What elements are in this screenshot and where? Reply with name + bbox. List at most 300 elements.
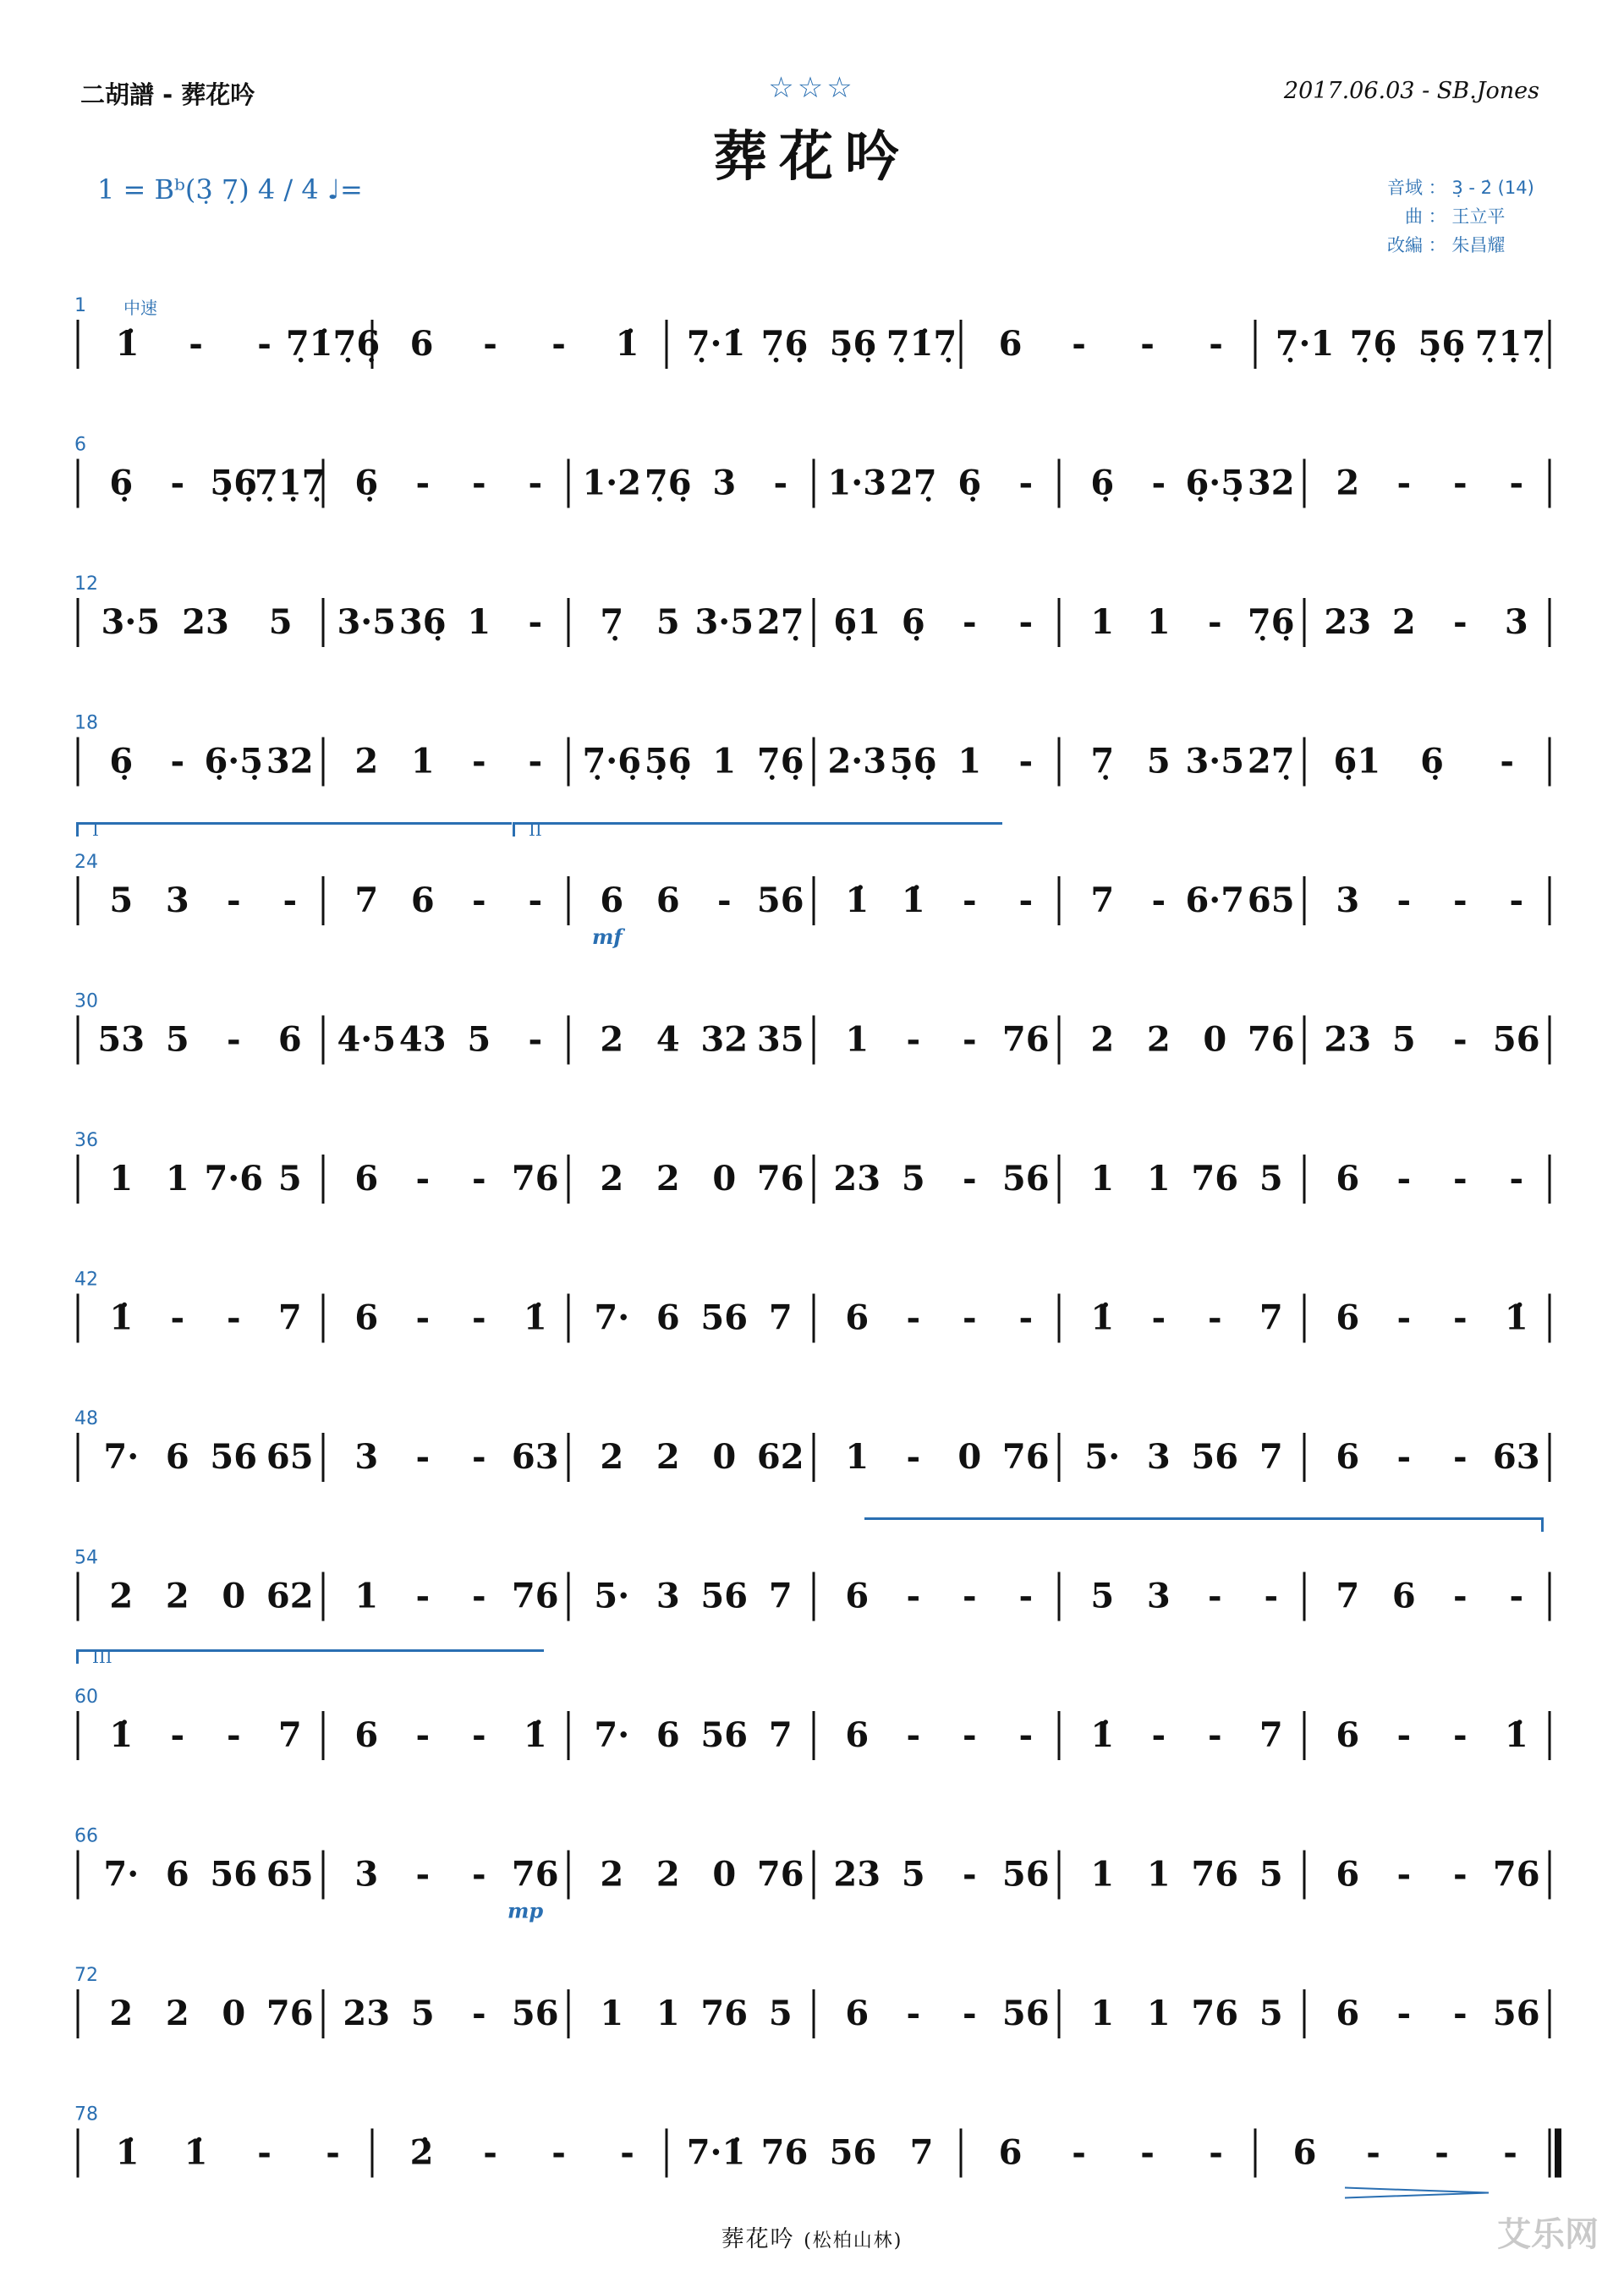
note: 6 bbox=[656, 880, 680, 920]
note: 5 bbox=[1391, 1019, 1416, 1060]
measure-number: 24 bbox=[74, 852, 98, 873]
note: - bbox=[962, 1854, 977, 1895]
note: 7· bbox=[594, 1297, 630, 1338]
note: 6̣ bbox=[957, 463, 982, 503]
note: - bbox=[1500, 741, 1514, 782]
note: 1 bbox=[600, 1994, 624, 2033]
note: 7· bbox=[594, 1715, 630, 1755]
note: 76 bbox=[1001, 1437, 1050, 1477]
note: - bbox=[1072, 324, 1086, 364]
note: 6 bbox=[845, 1994, 870, 2033]
meta-value: 朱昌耀 bbox=[1451, 235, 1506, 255]
note: 6 bbox=[409, 324, 434, 364]
note: 7̣1̣7̣ bbox=[1474, 324, 1546, 364]
note: 6 bbox=[1336, 1437, 1360, 1477]
note: 2 bbox=[1146, 1019, 1171, 1060]
note: - bbox=[1151, 1715, 1166, 1755]
note: 6 bbox=[600, 880, 624, 920]
note: 1 bbox=[1090, 1854, 1115, 1895]
note: 7 bbox=[1090, 880, 1115, 920]
note: - bbox=[471, 1159, 486, 1199]
note: 2 bbox=[600, 1159, 624, 1199]
note: 6 bbox=[998, 2132, 1023, 2173]
note: 5 bbox=[277, 1159, 302, 1199]
note: 7̣6̣ bbox=[1247, 602, 1295, 642]
note: 7 bbox=[1336, 1576, 1360, 1616]
note: 5 bbox=[410, 1994, 435, 2033]
note: 32 bbox=[266, 741, 314, 782]
note: 5̣6̣ bbox=[889, 741, 937, 782]
note: 56 bbox=[829, 2132, 877, 2173]
note: 7 bbox=[1259, 1437, 1283, 1477]
note: - bbox=[471, 1994, 486, 2033]
note: 76 bbox=[1191, 1159, 1239, 1199]
note: 1·2 bbox=[582, 463, 642, 503]
note: 2 bbox=[165, 1576, 189, 1616]
note: 62 bbox=[756, 1437, 804, 1477]
note: - bbox=[170, 1297, 185, 1338]
note: 56 bbox=[210, 1437, 258, 1477]
note: - bbox=[415, 1854, 431, 1895]
note: 2 bbox=[1090, 1019, 1115, 1060]
note: 3 bbox=[1504, 602, 1528, 642]
note: 6 bbox=[165, 1437, 189, 1477]
note: 7̣1̣7̣ bbox=[255, 463, 326, 503]
meta-composer: 曲 ： 王立平 bbox=[1370, 202, 1534, 231]
note: 2 bbox=[656, 1854, 680, 1895]
note: - bbox=[1509, 1159, 1524, 1199]
note: 7̣6̣ bbox=[1349, 324, 1397, 364]
meta-key: 曲 bbox=[1405, 206, 1423, 227]
note: - bbox=[551, 324, 566, 364]
note: 1̇ bbox=[901, 880, 925, 920]
note: 3 bbox=[354, 1854, 379, 1895]
note: 23 bbox=[182, 602, 229, 642]
note: 65 bbox=[266, 1437, 314, 1477]
note: 7 bbox=[354, 880, 379, 920]
note: - bbox=[1452, 1715, 1468, 1755]
note: - bbox=[1396, 463, 1412, 503]
note: - bbox=[471, 463, 486, 503]
dynamic-mp: mp bbox=[508, 1898, 544, 1923]
note: 6 bbox=[656, 1297, 680, 1338]
note: 1 bbox=[354, 1576, 379, 1616]
note: - bbox=[1452, 463, 1468, 503]
note: 6 bbox=[410, 880, 435, 920]
note: - bbox=[620, 2132, 634, 2173]
note: 5 bbox=[268, 602, 293, 642]
note: - bbox=[1396, 1297, 1412, 1338]
note: - bbox=[1151, 463, 1166, 503]
note: - bbox=[1207, 1297, 1222, 1338]
note: 1̇ bbox=[1504, 1297, 1528, 1338]
note: - bbox=[170, 1715, 185, 1755]
note: 7̣1̇7̣6̣ bbox=[285, 324, 381, 364]
note: 7̣·6̣ bbox=[582, 741, 642, 782]
note: - bbox=[1452, 1297, 1468, 1338]
difficulty-stars: ☆☆☆ bbox=[768, 71, 856, 105]
note: 7· bbox=[103, 1854, 140, 1895]
note: 6 bbox=[277, 1019, 302, 1060]
note: - bbox=[1452, 1159, 1468, 1199]
meta-arranger: 改編 ： 朱昌耀 bbox=[1370, 231, 1534, 260]
note: - bbox=[483, 2132, 497, 2173]
note: - bbox=[1264, 1576, 1279, 1616]
note: - bbox=[906, 1994, 921, 2033]
note: 3·5 bbox=[1185, 741, 1245, 782]
note: 5̣6̣ bbox=[210, 463, 258, 503]
note: 1̇ bbox=[845, 880, 870, 920]
note: 6 bbox=[845, 1297, 870, 1338]
note: 76 bbox=[1001, 1019, 1050, 1060]
note: - bbox=[1396, 880, 1412, 920]
note: - bbox=[906, 1297, 921, 1338]
note: 76 bbox=[511, 1159, 559, 1199]
note: 1 bbox=[1090, 1994, 1115, 2033]
note: - bbox=[906, 1437, 921, 1477]
note: 0 bbox=[712, 1159, 737, 1199]
note: 23 bbox=[1324, 1019, 1372, 1060]
note: - bbox=[906, 1715, 921, 1755]
note: 6 bbox=[1336, 1854, 1360, 1895]
note: 35 bbox=[756, 1019, 804, 1060]
note: 2 bbox=[656, 1437, 680, 1477]
note: - bbox=[1509, 880, 1524, 920]
note: 1̇ bbox=[615, 324, 639, 364]
note: 1 bbox=[410, 741, 435, 782]
note: 2·3 bbox=[827, 741, 887, 782]
note: - bbox=[1452, 1994, 1468, 2033]
note: 56 bbox=[700, 1715, 749, 1755]
note: 0 bbox=[957, 1437, 982, 1477]
note: 76 bbox=[266, 1994, 314, 2033]
note: - bbox=[962, 602, 977, 642]
note: 7̣6̣ bbox=[756, 741, 804, 782]
measure-number: 36 bbox=[74, 1130, 98, 1151]
note: 65 bbox=[1247, 880, 1295, 920]
note: 1 bbox=[845, 1437, 870, 1477]
note: 56 bbox=[1191, 1437, 1239, 1477]
footer-subtitle: (松柏山林) bbox=[804, 2230, 903, 2252]
note: 0 bbox=[222, 1994, 246, 2033]
note: 7 bbox=[768, 1576, 793, 1616]
note: 7 bbox=[909, 2132, 934, 2173]
note: 6·7 bbox=[1185, 880, 1245, 920]
note: 6 bbox=[1391, 1576, 1416, 1616]
note: 6 bbox=[845, 1576, 870, 1616]
note: 7 bbox=[1259, 1297, 1283, 1338]
note: 4·5 bbox=[337, 1019, 397, 1060]
note: - bbox=[1366, 2132, 1380, 2173]
note: 5 bbox=[656, 602, 680, 642]
note: 7· bbox=[103, 1437, 140, 1477]
measure-number: 72 bbox=[74, 1965, 98, 1986]
note: 6̣ bbox=[1090, 463, 1115, 503]
note: - bbox=[528, 1019, 543, 1060]
tempo-mark: 中速 bbox=[123, 298, 157, 318]
note: - bbox=[1396, 1715, 1412, 1755]
note: 7 bbox=[1259, 1715, 1283, 1755]
note: - bbox=[471, 880, 486, 920]
note: - bbox=[528, 741, 543, 782]
note: 5 bbox=[165, 1019, 189, 1060]
note: - bbox=[528, 602, 543, 642]
note: 1 bbox=[109, 1159, 134, 1199]
note: 76 bbox=[511, 1576, 559, 1616]
note: - bbox=[471, 1715, 486, 1755]
note: 2 bbox=[354, 741, 379, 782]
note: 7·6 bbox=[204, 1159, 264, 1199]
note: 7̣ bbox=[600, 602, 624, 642]
note: 1 bbox=[1146, 1854, 1171, 1895]
note: - bbox=[471, 1437, 486, 1477]
note: 2 bbox=[165, 1994, 189, 2033]
measure-number: 42 bbox=[74, 1269, 98, 1291]
meta-value: 3̣ - 2̇ (14) bbox=[1451, 178, 1534, 198]
note: 2 bbox=[600, 1854, 624, 1895]
note: 3 bbox=[1336, 880, 1360, 920]
note: - bbox=[1018, 1297, 1034, 1338]
key-signature: 1 = Bᵇ(3̣ 7̣) 4 / 4 ♩= bbox=[97, 173, 363, 206]
note: 2 bbox=[656, 1159, 680, 1199]
note: 3 bbox=[354, 1437, 379, 1477]
note: 7̣6̣ bbox=[644, 463, 692, 503]
note: 23 bbox=[833, 1854, 881, 1895]
note: 62 bbox=[266, 1576, 314, 1616]
note: - bbox=[1151, 880, 1166, 920]
note: 2 bbox=[1336, 463, 1360, 503]
note: 76 bbox=[760, 2132, 809, 2173]
note: - bbox=[1452, 1854, 1468, 1895]
note: - bbox=[226, 1297, 241, 1338]
note: - bbox=[283, 880, 298, 920]
note: - bbox=[551, 2132, 566, 2173]
note: 7 bbox=[768, 1715, 793, 1755]
note: 2 bbox=[600, 1019, 624, 1060]
note: 7·1̇ bbox=[686, 2132, 746, 2173]
note: - bbox=[1509, 463, 1524, 503]
note: 5 bbox=[1259, 1854, 1283, 1895]
note: - bbox=[1207, 1715, 1222, 1755]
measure-number: 18 bbox=[74, 712, 98, 734]
note: 1̇ bbox=[109, 1715, 134, 1755]
note: 7 bbox=[277, 1715, 302, 1755]
note: - bbox=[528, 463, 543, 503]
note: 7̣·1̇ bbox=[686, 324, 746, 364]
note: 3 bbox=[712, 463, 737, 503]
note: - bbox=[471, 1297, 486, 1338]
note: - bbox=[1435, 2132, 1449, 2173]
note: 5 bbox=[768, 1994, 793, 2033]
note: 63 bbox=[511, 1437, 559, 1477]
note: 76 bbox=[1492, 1854, 1540, 1895]
note: 6 bbox=[1336, 1159, 1360, 1199]
note: - bbox=[1509, 1576, 1524, 1616]
note: - bbox=[415, 1297, 431, 1338]
note: - bbox=[962, 1994, 977, 2033]
note: 76 bbox=[1191, 1854, 1239, 1895]
measure-number: 54 bbox=[74, 1547, 98, 1569]
note: 1̇ bbox=[115, 2132, 140, 2173]
note: 1 bbox=[712, 741, 737, 782]
measure-number: 66 bbox=[74, 1825, 98, 1847]
meta-value: 王立平 bbox=[1451, 206, 1506, 227]
note: 2̇ bbox=[409, 2132, 434, 2173]
footer-title: 葬花吟 bbox=[721, 2226, 795, 2252]
note: - bbox=[189, 324, 203, 364]
measure-number: 48 bbox=[74, 1408, 98, 1429]
note: - bbox=[1452, 1437, 1468, 1477]
note: - bbox=[773, 463, 788, 503]
note: 43 bbox=[398, 1019, 447, 1060]
note: 3·5 bbox=[694, 602, 754, 642]
note: 76 bbox=[756, 1159, 804, 1199]
dynamic-mf: mf bbox=[592, 924, 623, 949]
note: - bbox=[483, 324, 497, 364]
note: - bbox=[906, 1576, 921, 1616]
note: - bbox=[1018, 602, 1034, 642]
note: 5 bbox=[1146, 741, 1171, 782]
note: 27̣ bbox=[889, 463, 937, 503]
note: 5̣6̣ bbox=[1418, 324, 1466, 364]
note: 5· bbox=[1084, 1437, 1121, 1477]
note: 6 bbox=[656, 1715, 680, 1755]
note: 2 bbox=[109, 1994, 134, 2033]
note: - bbox=[1396, 1994, 1412, 2033]
footer bbox=[0, 2220, 1624, 2253]
note: 76 bbox=[511, 1854, 559, 1895]
note: 5 bbox=[1259, 1159, 1283, 1199]
measure-number: 78 bbox=[74, 2104, 98, 2126]
note: 6 bbox=[1336, 1297, 1360, 1338]
note: - bbox=[716, 880, 732, 920]
note: 56 bbox=[511, 1994, 559, 2033]
note: 56 bbox=[1001, 1994, 1050, 2033]
note: - bbox=[415, 1159, 431, 1199]
note: - bbox=[1396, 1854, 1412, 1895]
note: 5 bbox=[901, 1159, 925, 1199]
note: 5̣6̣ bbox=[829, 324, 877, 364]
note: - bbox=[471, 1576, 486, 1616]
note: - bbox=[415, 1437, 431, 1477]
note: 1̇ bbox=[1090, 1297, 1115, 1338]
measure-number: 30 bbox=[74, 990, 98, 1012]
note: 32 bbox=[1247, 463, 1295, 503]
note: 5̣6̣ bbox=[644, 741, 692, 782]
note: 5 bbox=[901, 1854, 925, 1895]
note: 27̣ bbox=[1247, 741, 1295, 782]
note: - bbox=[1140, 324, 1155, 364]
note: 56 bbox=[1492, 1019, 1540, 1060]
note: 1 bbox=[1146, 602, 1171, 642]
measure-number: 12 bbox=[74, 573, 98, 595]
meta-key: 音域 bbox=[1387, 178, 1423, 198]
note: - bbox=[326, 2132, 340, 2173]
note: - bbox=[962, 1159, 977, 1199]
note: 6 bbox=[998, 324, 1023, 364]
note: - bbox=[1207, 602, 1222, 642]
note: 1 bbox=[467, 602, 491, 642]
note: 1 bbox=[1090, 602, 1115, 642]
note: 27̣ bbox=[756, 602, 804, 642]
note: 6̣ bbox=[109, 741, 134, 782]
note: - bbox=[1209, 324, 1223, 364]
note: 5 bbox=[1259, 1994, 1283, 2033]
note: - bbox=[415, 1576, 431, 1616]
note: 1̇ bbox=[1090, 1715, 1115, 1755]
note: 3 bbox=[1146, 1576, 1171, 1616]
note: 1̇ bbox=[184, 2132, 208, 2173]
note: 6 bbox=[845, 1715, 870, 1755]
volta-label: II bbox=[529, 820, 542, 840]
note: 0 bbox=[712, 1854, 737, 1895]
note: 23 bbox=[833, 1159, 881, 1199]
note: 7̣·1 bbox=[1275, 324, 1335, 364]
note: 1 bbox=[957, 741, 982, 782]
watermark-logo: 艾乐网 bbox=[1497, 2215, 1599, 2254]
header-left: 二胡譜 - 葬花吟 bbox=[80, 80, 255, 109]
note: 7̣ bbox=[1090, 741, 1115, 782]
note: 5 bbox=[1090, 1576, 1115, 1616]
header-date-author: 2017.06.03 - SB.Jones bbox=[1283, 78, 1539, 104]
measure-number: 60 bbox=[74, 1687, 98, 1708]
note: - bbox=[257, 324, 272, 364]
note: 7̣1̇7̣ bbox=[886, 324, 957, 364]
note: - bbox=[1503, 2132, 1517, 2173]
note: 1 bbox=[845, 1019, 870, 1060]
note: - bbox=[962, 1576, 977, 1616]
note: 1 bbox=[1090, 1159, 1115, 1199]
note: 3 bbox=[1146, 1437, 1171, 1477]
volta-label: III bbox=[92, 1647, 112, 1667]
note: 5 bbox=[467, 1019, 491, 1060]
decrescendo-hairpin bbox=[1345, 2188, 1489, 2198]
note: - bbox=[1018, 880, 1034, 920]
note: 32 bbox=[700, 1019, 749, 1060]
note: - bbox=[1396, 1437, 1412, 1477]
note: - bbox=[1209, 2132, 1223, 2173]
note: - bbox=[471, 1854, 486, 1895]
note: - bbox=[1452, 880, 1468, 920]
note: - bbox=[415, 463, 431, 503]
note: 76 bbox=[756, 1854, 804, 1895]
note: - bbox=[471, 741, 486, 782]
note: 1̇ bbox=[115, 324, 140, 364]
note: 23 bbox=[343, 1994, 391, 2033]
note: 56 bbox=[756, 880, 804, 920]
meta-range: 音域 ： 3̣ - 2̇ (14) bbox=[1370, 173, 1534, 202]
note: 3 bbox=[165, 880, 189, 920]
note: - bbox=[962, 880, 977, 920]
note: 56 bbox=[1001, 1854, 1050, 1895]
note: 0 bbox=[712, 1437, 737, 1477]
note: 23 bbox=[1324, 602, 1372, 642]
note: 6̣ bbox=[109, 463, 134, 503]
note: 6 bbox=[1336, 1994, 1360, 2033]
volta-label: I bbox=[92, 820, 99, 840]
note: - bbox=[962, 1019, 977, 1060]
note: - bbox=[1396, 1159, 1412, 1199]
note: 1̇ bbox=[523, 1715, 547, 1755]
page-title: 葬花吟 bbox=[713, 125, 911, 189]
meta-key: 改編 bbox=[1387, 235, 1423, 255]
note: 1̇ bbox=[523, 1297, 547, 1338]
note: 1 bbox=[656, 1994, 680, 2033]
note: 76 bbox=[1191, 1994, 1239, 2033]
note: 0 bbox=[222, 1576, 246, 1616]
note: - bbox=[1452, 1019, 1468, 1060]
note: - bbox=[962, 1715, 977, 1755]
